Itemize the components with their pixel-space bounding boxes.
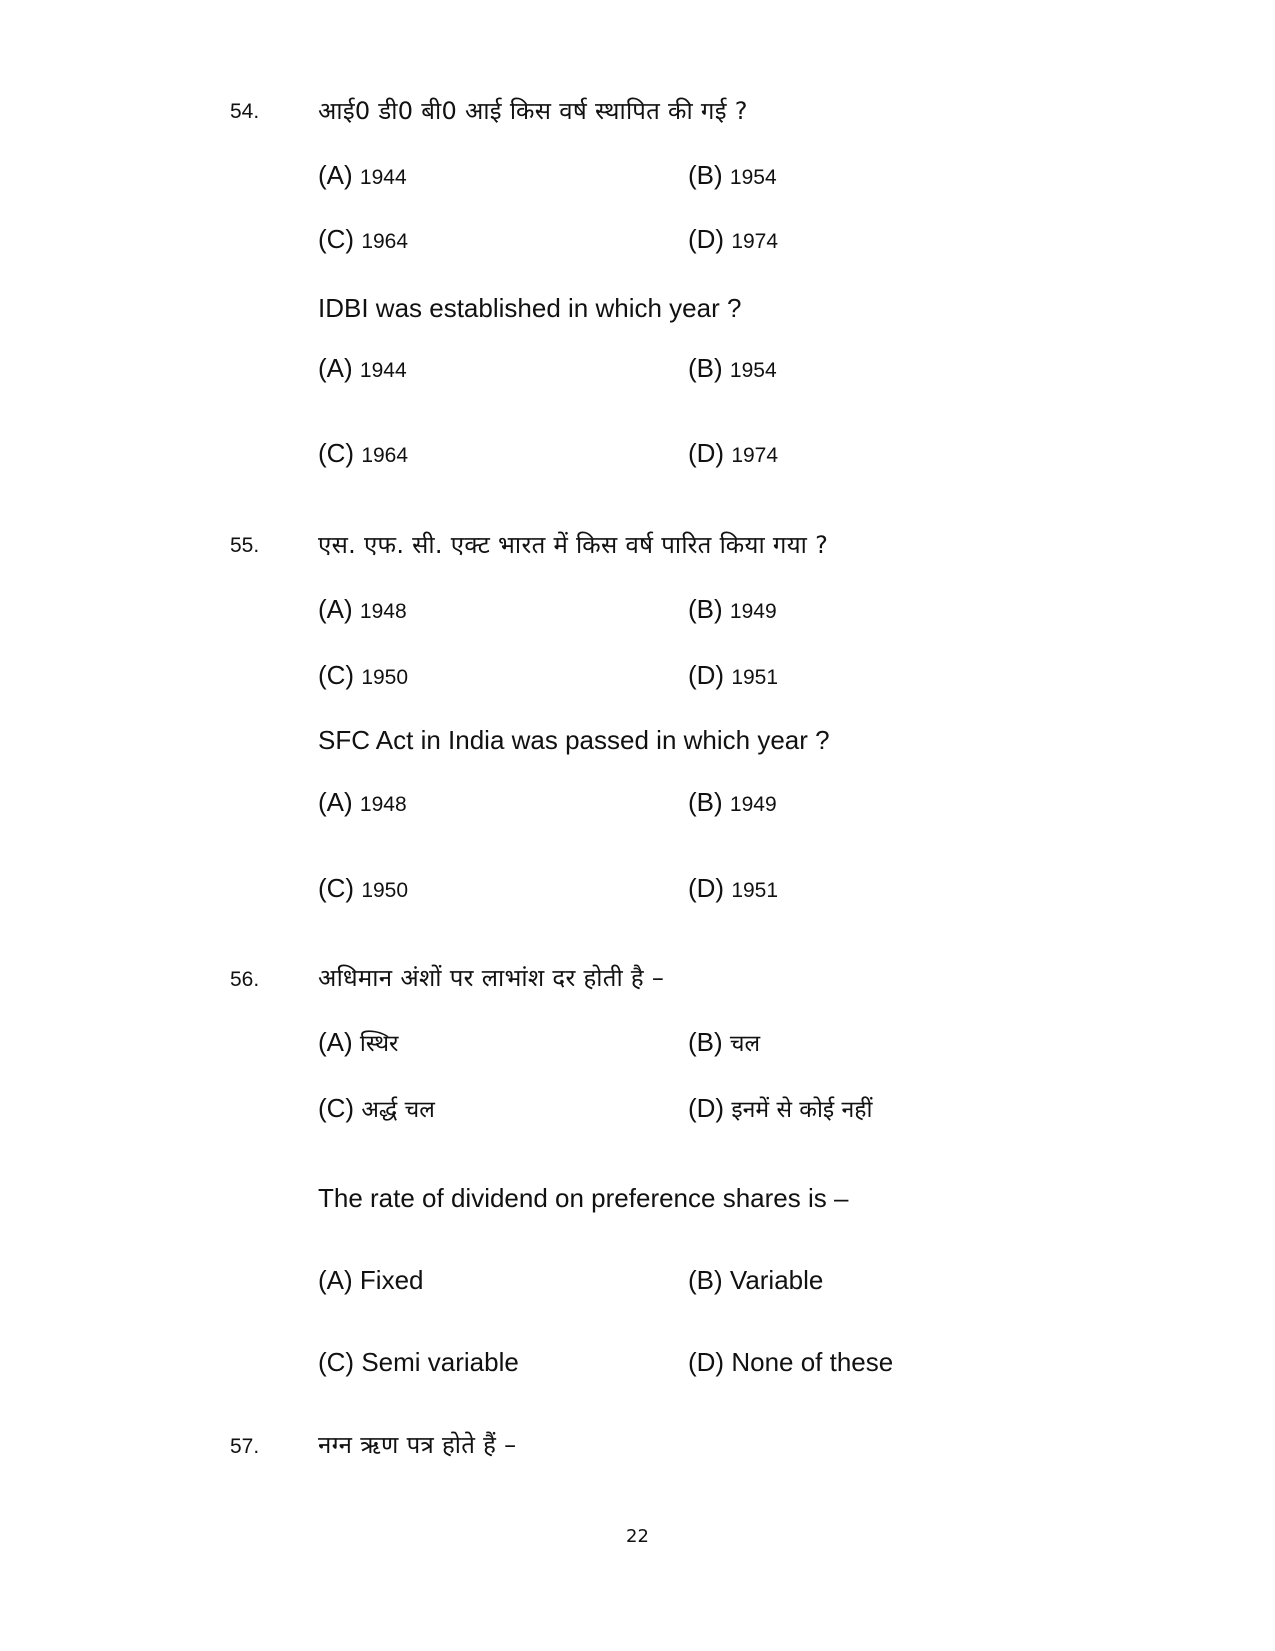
question-54-number: 54. <box>230 100 260 123</box>
option-label: (B) <box>688 160 723 190</box>
option-label: (D) <box>688 224 725 254</box>
q56-english-option-a <box>318 1265 423 1296</box>
q55-english-option-b <box>688 787 777 818</box>
q56-hindi-option-d <box>688 1092 872 1124</box>
option-value: 1974 <box>731 444 779 467</box>
option-value: 1948 <box>359 793 407 816</box>
q55-hindi-option-d <box>688 660 778 691</box>
option-label: (B) <box>688 353 723 383</box>
option-label: (D) <box>688 438 725 468</box>
option-value: 1964 <box>361 444 409 467</box>
option-label: (A) <box>318 594 353 624</box>
option-label: (B) <box>688 1027 723 1057</box>
q56-hindi-option-a <box>318 1026 398 1058</box>
option-label: (C) <box>318 660 355 690</box>
option-label: (D) <box>688 1093 725 1123</box>
option-label: (C) <box>318 873 355 903</box>
option-value: 1944 <box>359 359 407 382</box>
option-value: Variable <box>729 1265 824 1295</box>
q54-english-option-d <box>688 438 778 469</box>
q55-english-option-d <box>688 873 778 904</box>
q54-english-option-b <box>688 353 777 384</box>
option-label: (D) <box>688 873 725 903</box>
page-number: 22 <box>626 1526 649 1547</box>
q54-hindi-option-d <box>688 224 778 255</box>
option-label: (A) <box>318 1265 353 1295</box>
q55-hindi-option-b <box>688 594 777 625</box>
question-57-hindi-text: नग्न ऋण पत्र होते हैं – <box>318 1431 517 1459</box>
option-value: 1974 <box>731 230 779 253</box>
question-56-english-text: The rate of dividend on preference shares is – <box>318 1183 849 1213</box>
option-value: 1949 <box>729 600 777 623</box>
option-value: Semi variable <box>361 1347 519 1377</box>
option-value: None of these <box>731 1347 894 1377</box>
question-54-hindi-text: आई0 डी0 बी0 आई किस वर्ष स्थापित की गई ? <box>318 97 748 125</box>
option-label: (A) <box>318 353 353 383</box>
option-label: (B) <box>688 787 723 817</box>
question-57-number: 57. <box>230 1435 260 1458</box>
option-label: (D) <box>688 660 725 690</box>
question-56-number: 56. <box>230 968 260 991</box>
option-value: इनमें से कोई नहीं <box>731 1097 873 1123</box>
option-value: 1954 <box>729 359 777 382</box>
option-label: (A) <box>318 787 353 817</box>
option-value: 1944 <box>359 166 407 189</box>
option-value: अर्द्ध चल <box>361 1097 435 1123</box>
option-value: चल <box>729 1031 761 1057</box>
question-54-english-text: IDBI was established in which year ? <box>318 293 742 323</box>
option-value: 1951 <box>731 666 779 689</box>
q54-hindi-option-c <box>318 224 408 255</box>
option-value: 1949 <box>729 793 777 816</box>
option-value: स्थिर <box>359 1031 399 1057</box>
option-label: (A) <box>318 160 353 190</box>
question-56-hindi-text: अधिमान अंशों पर लाभांश दर होती है – <box>318 964 665 992</box>
option-label: (C) <box>318 438 355 468</box>
option-label: (C) <box>318 224 355 254</box>
option-value: 1964 <box>361 230 409 253</box>
option-value: Fixed <box>359 1265 424 1295</box>
q55-english-option-c <box>318 873 408 904</box>
q54-hindi-option-a <box>318 160 407 191</box>
option-label: (B) <box>688 594 723 624</box>
option-value: 1951 <box>731 879 779 902</box>
q54-english-option-a <box>318 353 407 384</box>
q55-hindi-option-c <box>318 660 408 691</box>
option-value: 1950 <box>361 879 409 902</box>
q55-hindi-option-a <box>318 594 407 625</box>
q54-hindi-option-b <box>688 160 777 191</box>
option-value: 1950 <box>361 666 409 689</box>
option-label: (B) <box>688 1265 723 1295</box>
q56-hindi-option-b <box>688 1026 760 1058</box>
option-label: (C) <box>318 1347 355 1377</box>
option-value: 1954 <box>729 166 777 189</box>
q56-hindi-option-c <box>318 1092 435 1124</box>
question-55-number: 55. <box>230 534 260 557</box>
q55-english-option-a <box>318 787 407 818</box>
question-55-english-text: SFC Act in India was passed in which year ? <box>318 725 830 755</box>
option-label: (A) <box>318 1027 353 1057</box>
option-label: (C) <box>318 1093 355 1123</box>
question-55-hindi-text: एस. एफ. सी. एक्ट भारत में किस वर्ष पारित किया गया ? <box>318 531 829 559</box>
q56-english-option-b <box>688 1265 823 1296</box>
q56-english-option-c <box>318 1347 519 1378</box>
option-value: 1948 <box>359 600 407 623</box>
q56-english-option-d <box>688 1347 893 1378</box>
q54-english-option-c <box>318 438 408 469</box>
option-label: (D) <box>688 1347 725 1377</box>
